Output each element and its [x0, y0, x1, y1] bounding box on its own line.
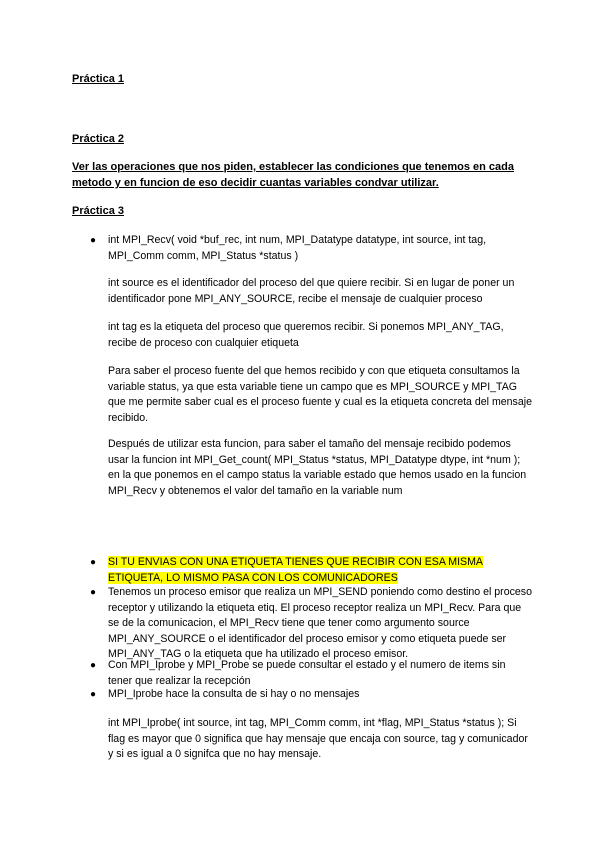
bullet-emisor-receptor: Tenemos un proceso emisor que realiza un MPI_SEND poniendo como destino el proceso receptor y utilizando la etiqueta etiq. El proceso receptor realiza un MPI_Recv. Para que se de la comunicacion, el MPI_Recv tiene que tener como argumento source MPI_ANY_SOURCE o el identificador del proceso emisor y como etiqueta puede ser MPI_ANY_TAG o la etiqueta que ha utilizado el proceso emisor. — [108, 586, 532, 660]
paragraph-source: int source es el identificador del proceso del que quiere recibir. Si en lugar de poner un identificador pone MPI_ANY_SOURCE, recibe el mensaje de cualquier proceso — [108, 277, 515, 305]
bullet-probe: Con MPI_Iprobe y MPI_Probe se puede consultar el estado y el numero de items sin tener que realizar la recepción — [108, 659, 506, 687]
bullet-dot: ● — [90, 557, 97, 568]
bullet-dot: ● — [90, 235, 97, 246]
paragraph-tag: int tag es la etiqueta del proceso que queremos recibir. Si ponemos MPI_ANY_TAG, recibe de proceso con cualquier etiqueta — [108, 321, 504, 349]
bullet-highlight-warning — [108, 555, 532, 586]
bullet-mpi-recv: int MPI_Recv( void *buf_rec, int num, MPI_Datatype datatype, int source, int tag, MPI_Comm comm, MPI_Status *status ) — [108, 234, 487, 262]
heading-practica-1: Práctica 1 — [72, 73, 124, 85]
heading-practica-3: Práctica 3 — [72, 205, 124, 217]
bullet-dot: ● — [90, 587, 97, 598]
bullet-dot: ● — [90, 660, 97, 671]
practica-2-note: Ver las operaciones que nos piden, establecer las condiciones que tenemos en cada metodo y en funcion de eso decidir cuantas variables condvar utilizar. — [72, 161, 514, 189]
paragraph-get-count: Después de utilizar esta funcion, para saber el tamaño del mensaje recibido podemos usar la funcion int MPI_Get_count( MPI_Status *status, MPI_Datatype dtype, int *num ); en la que ponemos en el campo status la variable estado que hemos usado en la funcion MPI_Recv y obtenemos el valor del tamaño en la variable num — [108, 438, 527, 497]
bullet-iprobe: MPI_Iprobe hace la consulta de si hay o no mensajes — [108, 688, 360, 700]
paragraph-status: Para saber el proceso fuente del que hemos recibido y con que etiqueta consultamos la variable status, ya que esta variable tiene un campo que es MPI_SOURCE y MPI_TAG que me permite saber cual es el proceso fuente y cual es la etiqueta concreta del mensaje recibido. — [108, 365, 532, 424]
bullet-dot: ● — [90, 689, 97, 700]
highlighted-text: SI TU ENVIAS CON UNA ETIQUETA TIENES QUE RECIBIR CON ESA MISMA ETIQUETA, LO MISMO PASA CON LOS COMUNICADORES — [108, 556, 483, 584]
heading-practica-2: Práctica 2 — [72, 133, 124, 145]
paragraph-iprobe-signature: int MPI_Iprobe( int source, int tag, MPI_Comm comm, int *flag, MPI_Status *status ); Si flag es mayor que 0 significa que hay mensaje que encaja con source, tag y comunicador y si es igual a 0 signifca que no hay mensaje. — [108, 717, 528, 760]
